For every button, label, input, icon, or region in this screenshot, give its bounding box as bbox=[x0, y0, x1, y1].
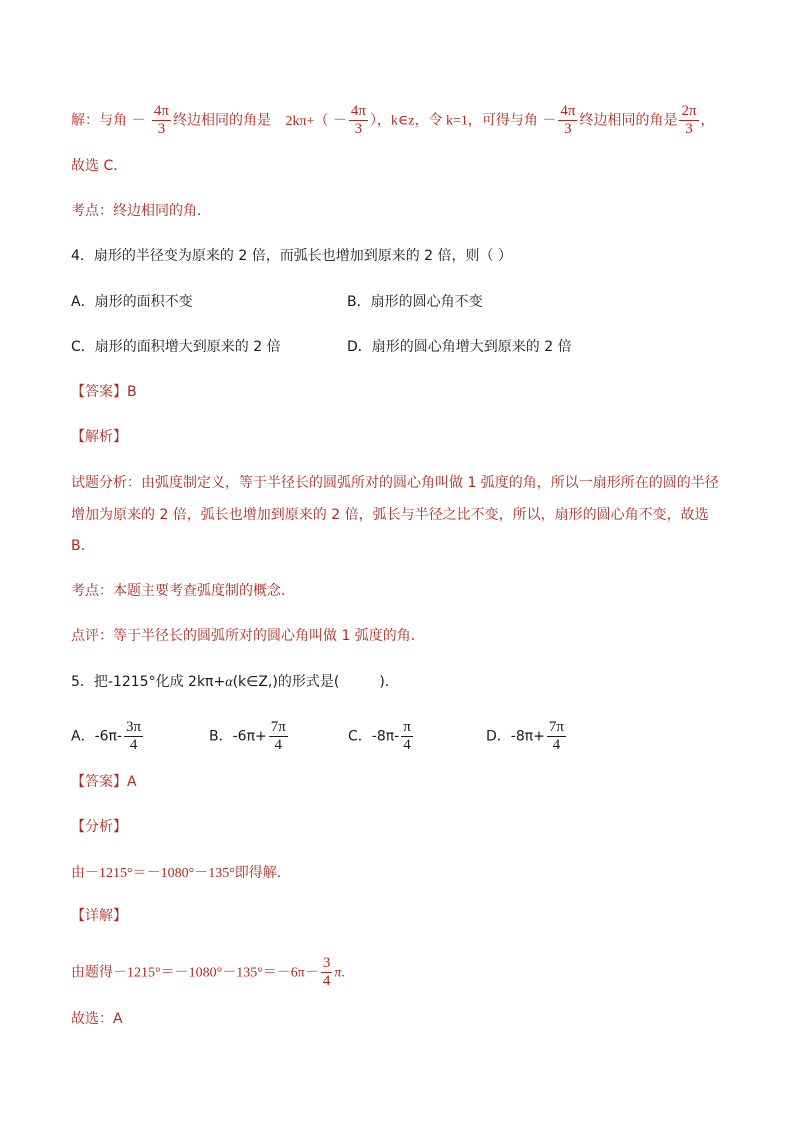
q3-formula-b: ），k∈z，令 k=1，可得与角 bbox=[369, 113, 538, 129]
q4-option-b: B．扇形的圆心角不变 bbox=[347, 294, 483, 310]
q4-question: 4．扇形的半径变为原来的 2 倍，而弧长也增加到原来的 2 倍，则（ ） bbox=[71, 248, 512, 264]
q3-neg-sign-2: － bbox=[332, 112, 347, 129]
q5-question-b: (k∈Z,)的形式是( bbox=[232, 674, 340, 690]
q3-point: 考点：终边相同的角． bbox=[71, 203, 211, 219]
q4-option-d: D．扇形的圆心角增大到原来的 2 倍 bbox=[347, 339, 572, 355]
q5-answer bbox=[71, 772, 734, 792]
q5-option-a bbox=[71, 719, 145, 754]
q5-option-c-fraction: $\frac{\pi}{4}$ bbox=[403, 719, 411, 753]
q4-answer-label: 【答案】 bbox=[71, 384, 127, 400]
q3-fraction: $\frac{4\pi}{3}$ bbox=[153, 103, 169, 137]
q3-neg-sign-3: － bbox=[542, 112, 557, 129]
q5-option-c bbox=[348, 719, 415, 754]
q3-choice: 故选 C． bbox=[71, 158, 128, 174]
q5-fenxi-label: 【分析】 bbox=[71, 819, 127, 835]
q5-option-d-label: D．-8π+ bbox=[486, 728, 545, 745]
q3-solution-mid: 终边相同的角是 bbox=[172, 112, 271, 129]
q5-question-c: ). bbox=[379, 674, 390, 690]
q3-solution-prefix: 解：与角 bbox=[71, 112, 127, 129]
q5-answer-label: 【答案】 bbox=[71, 774, 127, 790]
q5-detail-a: 由题得 bbox=[71, 964, 113, 981]
q3-solution-mid2: 终边相同的角是 bbox=[579, 112, 678, 129]
q5-option-b-label: B．-6π+ bbox=[209, 728, 267, 745]
q4-analysis-line-3: B． bbox=[71, 538, 95, 554]
q4-option-c: C．扇形的面积增大到原来的 2 倍 bbox=[71, 339, 281, 355]
q5-option-b bbox=[209, 719, 290, 754]
q5-detail-end: . bbox=[341, 965, 345, 981]
q5-answer-value: A bbox=[127, 774, 137, 790]
q5-option-a-fraction: $\frac{3\pi}{4}$ bbox=[126, 719, 142, 753]
q3-fraction-2: $\frac{4\pi}{3}$ bbox=[350, 103, 366, 137]
q4-analysis-line-2: 增加为原来的 2 倍，弧长也增加到原来的 2 倍，弧长与半径之比不变，所以，扇形的圆心角不变，故选 bbox=[71, 507, 709, 523]
q5-fenxi-a: 由 bbox=[71, 865, 85, 881]
q5-fenxi bbox=[71, 863, 734, 884]
q3-fraction-3: $\frac{4\pi}{3}$ bbox=[560, 103, 576, 137]
q4-comment: 点评：等于半径长的圆弧所对的圆心角叫做 1 弧度的角． bbox=[71, 628, 425, 644]
q5-detail-math: －1215°＝－1080°－135°＝－6π－ bbox=[113, 965, 319, 981]
q5-option-d-fraction: $\frac{7\pi}{4}$ bbox=[548, 719, 564, 753]
q5-option-a-label: A．-6π- bbox=[71, 728, 123, 745]
q4-answer bbox=[71, 382, 734, 402]
q3-solution-line bbox=[71, 103, 734, 138]
q4-point: 考点：本题主要考查弧度制的概念． bbox=[71, 583, 295, 599]
q3-formula-a: 2kπ+（ bbox=[285, 113, 329, 129]
q5-option-c-label: C．-8π- bbox=[348, 728, 400, 745]
q5-fenxi-math: －1215°＝－1080°－135° bbox=[85, 866, 235, 881]
q4-answer-value: B bbox=[127, 384, 137, 400]
q3-comma: ， bbox=[700, 112, 715, 129]
q5-detail-fraction: $\frac{3}{4}$ bbox=[322, 955, 331, 989]
q5-question bbox=[71, 672, 734, 693]
q4-analysis-line-1: 试题分析：由弧度制定义，等于半径长的圆弧所对的圆心角叫做 1 弧度的角，所以一扇形所在的圆的半径 bbox=[71, 475, 719, 491]
q4-option-a: A．扇形的面积不变 bbox=[71, 294, 193, 310]
q3-neg-sign: － bbox=[131, 112, 146, 129]
q5-option-b-fraction: $\frac{7\pi}{4}$ bbox=[270, 719, 286, 753]
q5-final: 故选：A bbox=[71, 1011, 123, 1027]
q5-option-d bbox=[486, 719, 568, 754]
q5-fenxi-b: 即得解. bbox=[234, 865, 282, 881]
q4-analysis-label: 【解析】 bbox=[71, 429, 127, 445]
q5-question-a: 5．把-1215°化成 2kπ+ bbox=[71, 674, 226, 690]
q5-detail-label: 【详解】 bbox=[71, 908, 127, 924]
q5-detail-pi: π bbox=[334, 965, 342, 981]
q5-detail bbox=[71, 955, 734, 990]
q3-answer-fraction: $\frac{2\pi}{3}$ bbox=[681, 103, 697, 137]
q5-alpha: α bbox=[225, 675, 233, 690]
